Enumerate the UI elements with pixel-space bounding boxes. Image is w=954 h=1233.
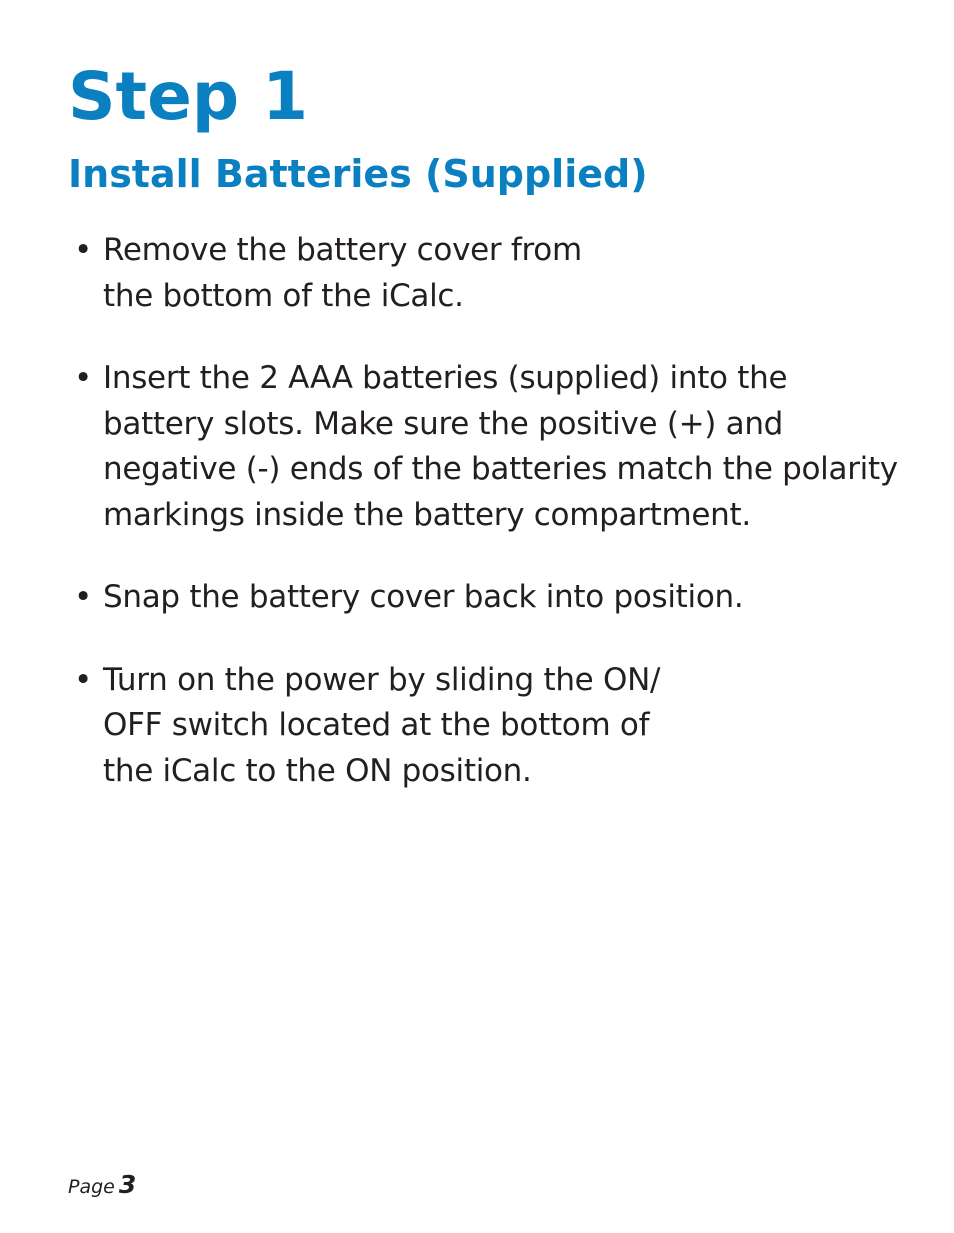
instruction-list [74, 228, 914, 794]
instruction-item [74, 575, 914, 621]
step-subtitle: Install Batteries (Supplied) [68, 152, 648, 196]
instruction-line: the iCalc to the ON position. [103, 752, 532, 789]
instruction-line: battery slots. Make sure the positive (+) and [103, 405, 784, 442]
bullet-icon: • [74, 360, 92, 396]
bullet-icon: • [74, 579, 92, 615]
instruction-line: Turn on the power by sliding the ON/ [103, 661, 661, 698]
instruction-item [74, 356, 914, 538]
page-footer [68, 1170, 136, 1199]
instruction-line: OFF switch located at the bottom of [103, 707, 650, 743]
page-label: Page [68, 1176, 115, 1198]
page-number: 3 [118, 1170, 137, 1199]
instruction-line: negative (-) ends of the batteries match the polarity [103, 451, 898, 487]
instruction-line: Insert the 2 AAA batteries (supplied) into the [103, 360, 788, 396]
instruction-line: the bottom of the iCalc. [103, 277, 464, 314]
bullet-icon: • [74, 661, 92, 698]
instruction-line: markings inside the battery compartment. [103, 496, 751, 533]
step-title: Step 1 [68, 58, 308, 135]
instruction-item [74, 658, 914, 795]
instruction-line: Remove the battery cover from [103, 232, 582, 268]
instruction-line: Snap the battery cover back into position. [103, 579, 744, 615]
bullet-icon: • [74, 232, 92, 268]
instruction-item [74, 228, 914, 319]
